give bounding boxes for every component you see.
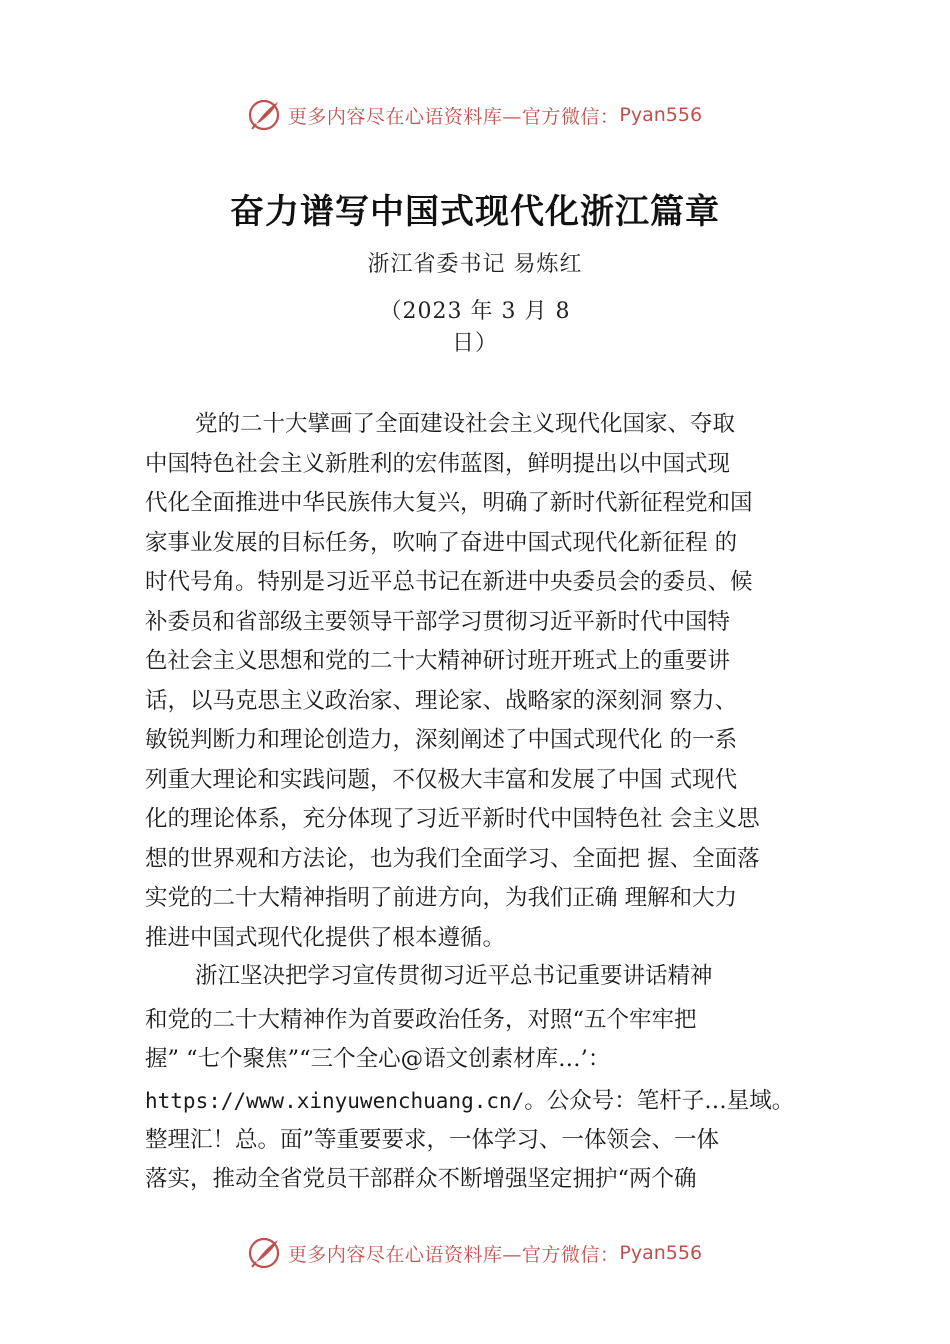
banner-wechat-id: Pyan556: [619, 1242, 703, 1264]
paragraph-line: 整理汇！总。面”等重要要求，一体学习、一体领会、一体: [145, 1127, 720, 1153]
paragraph-line: 落实，推动全省党员干部群众不断增强坚定拥护“两个确: [145, 1166, 697, 1192]
document-date-line-1: （2023 年 3 月 8: [379, 299, 571, 324]
document-author: 浙江省委书记 易炼红: [367, 252, 583, 277]
url-suffix: 。公众号：笔杆子…星域。: [524, 1088, 795, 1114]
banner-text: 更多内容尽在心语资料库—官方微信：: [287, 1243, 620, 1266]
paragraph-line: 浙江坚决把学习宣传贯彻习近平总书记重要讲话精神: [195, 963, 713, 989]
quill-logo-icon: [248, 98, 282, 132]
paragraph-line-url: [145, 1087, 794, 1115]
paragraph-line: 话，以马克思主义政治家、理论家、战略家的深刻洞 察力、: [145, 688, 738, 714]
paragraph-line: 党的二十大擘画了全面建设社会主义现代化国家、夺取: [195, 411, 736, 437]
paragraph-line: 实党的二十大精神指明了前进方向，为我们正确 理解和大力: [145, 885, 738, 911]
paragraph-line: 推进中国式现代化提供了根本遵循。: [145, 925, 506, 951]
source-url: https://www.xinyuwenchuang.cn/: [145, 1089, 525, 1113]
paragraph-line: 色社会主义思想和党的二十大精神研讨班开班式上的重要讲: [145, 648, 731, 674]
paragraph-line: 列重大理论和实践问题，不仅极大丰富和发展了中国 式现代: [145, 767, 738, 793]
paragraph-line: 时代号角。特别是习近平总书记在新进中央委员会的委员、候: [145, 569, 753, 595]
paragraph-line: 代化全面推进中华民族伟大复兴，明确了新时代新征程党和国: [145, 490, 753, 516]
paragraph-line: 补委员和省部级主要领导干部学习贯彻习近平新时代中国特: [145, 609, 731, 635]
paragraph-line: 和党的二十大精神作为首要政治任务，对照“五个牢牢把: [145, 1007, 697, 1033]
quill-logo-icon: [248, 1236, 282, 1270]
paragraph-line: 化的理论体系，充分体现了习近平新时代中国特色社 会主义思: [145, 806, 760, 832]
paragraph-line: 握” “七个聚焦”“三个全心@语文创素材库…’：: [145, 1046, 611, 1072]
paragraph-line: 敏锐判断力和理论创造力，深刻阐述了中国式现代化 的一系: [145, 727, 738, 753]
footer-banner: [0, 1233, 950, 1273]
document-date-line-2: 日）: [451, 331, 498, 356]
paragraph-line: 想的世界观和方法论，也为我们全面学习、全面把 握、全面落: [145, 846, 760, 872]
banner-wechat-id: Pyan556: [619, 104, 703, 126]
header-banner: [0, 95, 950, 135]
paragraph-line: 中国特色社会主义新胜利的宏伟蓝图，鲜明提出以中国式现: [145, 451, 731, 477]
paragraph-line: 家事业发展的目标任务，吹响了奋进中国式现代化新征程 的: [145, 530, 738, 556]
document-title: 奋力谱写中国式现代化浙江篇章: [230, 192, 720, 232]
banner-text: 更多内容尽在心语资料库—官方微信：: [287, 105, 620, 128]
